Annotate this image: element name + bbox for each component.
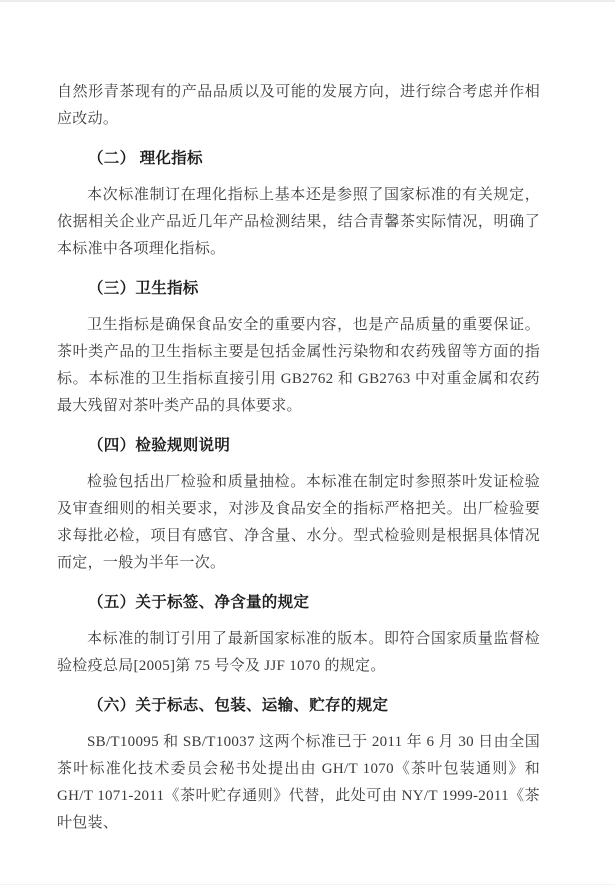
section-heading-inspection-rules: （四）检验规则说明 <box>88 437 231 454</box>
intro-paragraph: 自然形青茶现有的产品品质以及可能的发展方向，进行综合考虑并作相应改动。 <box>57 84 540 127</box>
section-body-physicochemical: 本次标准制订在理化指标上基本还是参照了国家标准的有关规定，依据相关企业产品近几年产品检测结果，结合青馨茶实际情况，明确了本标准中各项理化指标。 <box>57 187 540 257</box>
section-heading-hygiene: （三）卫生指标 <box>88 280 199 297</box>
section-heading-packaging-transport-storage: （六）关于标志、包装、运输、贮存的规定 <box>88 697 389 714</box>
section-body-packaging-transport-storage: SB/T10095 和 SB/T10037 这两个标准已于 2011 年 6 月 30 日由全国茶叶标准化技术委员会秘书处提出由 GH/T 1070《茶叶包装通则》和 GH/T 1071-2011《茶叶贮存通则》代替，此处可由 NY/T 1999-2011《茶叶包装、 <box>57 734 540 831</box>
section-heading-label-net-content: （五）关于标签、净含量的规定 <box>88 594 310 611</box>
section-body-label-net-content: 本标准的制订引用了最新国家标准的版本。即符合国家质量监督检验检疫总局[2005]第 75 号令及 JJF 1070 的规定。 <box>57 631 540 674</box>
section-heading-physicochemical: （二） 理化指标 <box>88 150 203 167</box>
section-body-inspection-rules: 检验包括出厂检验和质量抽检。本标准在制定时参照茶叶发证检验及审查细则的相关要求，对涉及食品安全的指标严格把关。出厂检验要求每批必检，项目有感官、净含量、水分。型式检验则是根据具体情况而定，一般为半年一次。 <box>57 474 540 571</box>
section-body-hygiene: 卫生指标是确保食品安全的重要内容，也是产品质量的重要保证。茶叶类产品的卫生指标主要是包括金属性污染物和农药残留等方面的指标。本标准的卫生指标直接引用 GB2762 和 GB2763 中对重金属和农药最大残留对茶叶类产品的具体要求。 <box>57 317 540 414</box>
